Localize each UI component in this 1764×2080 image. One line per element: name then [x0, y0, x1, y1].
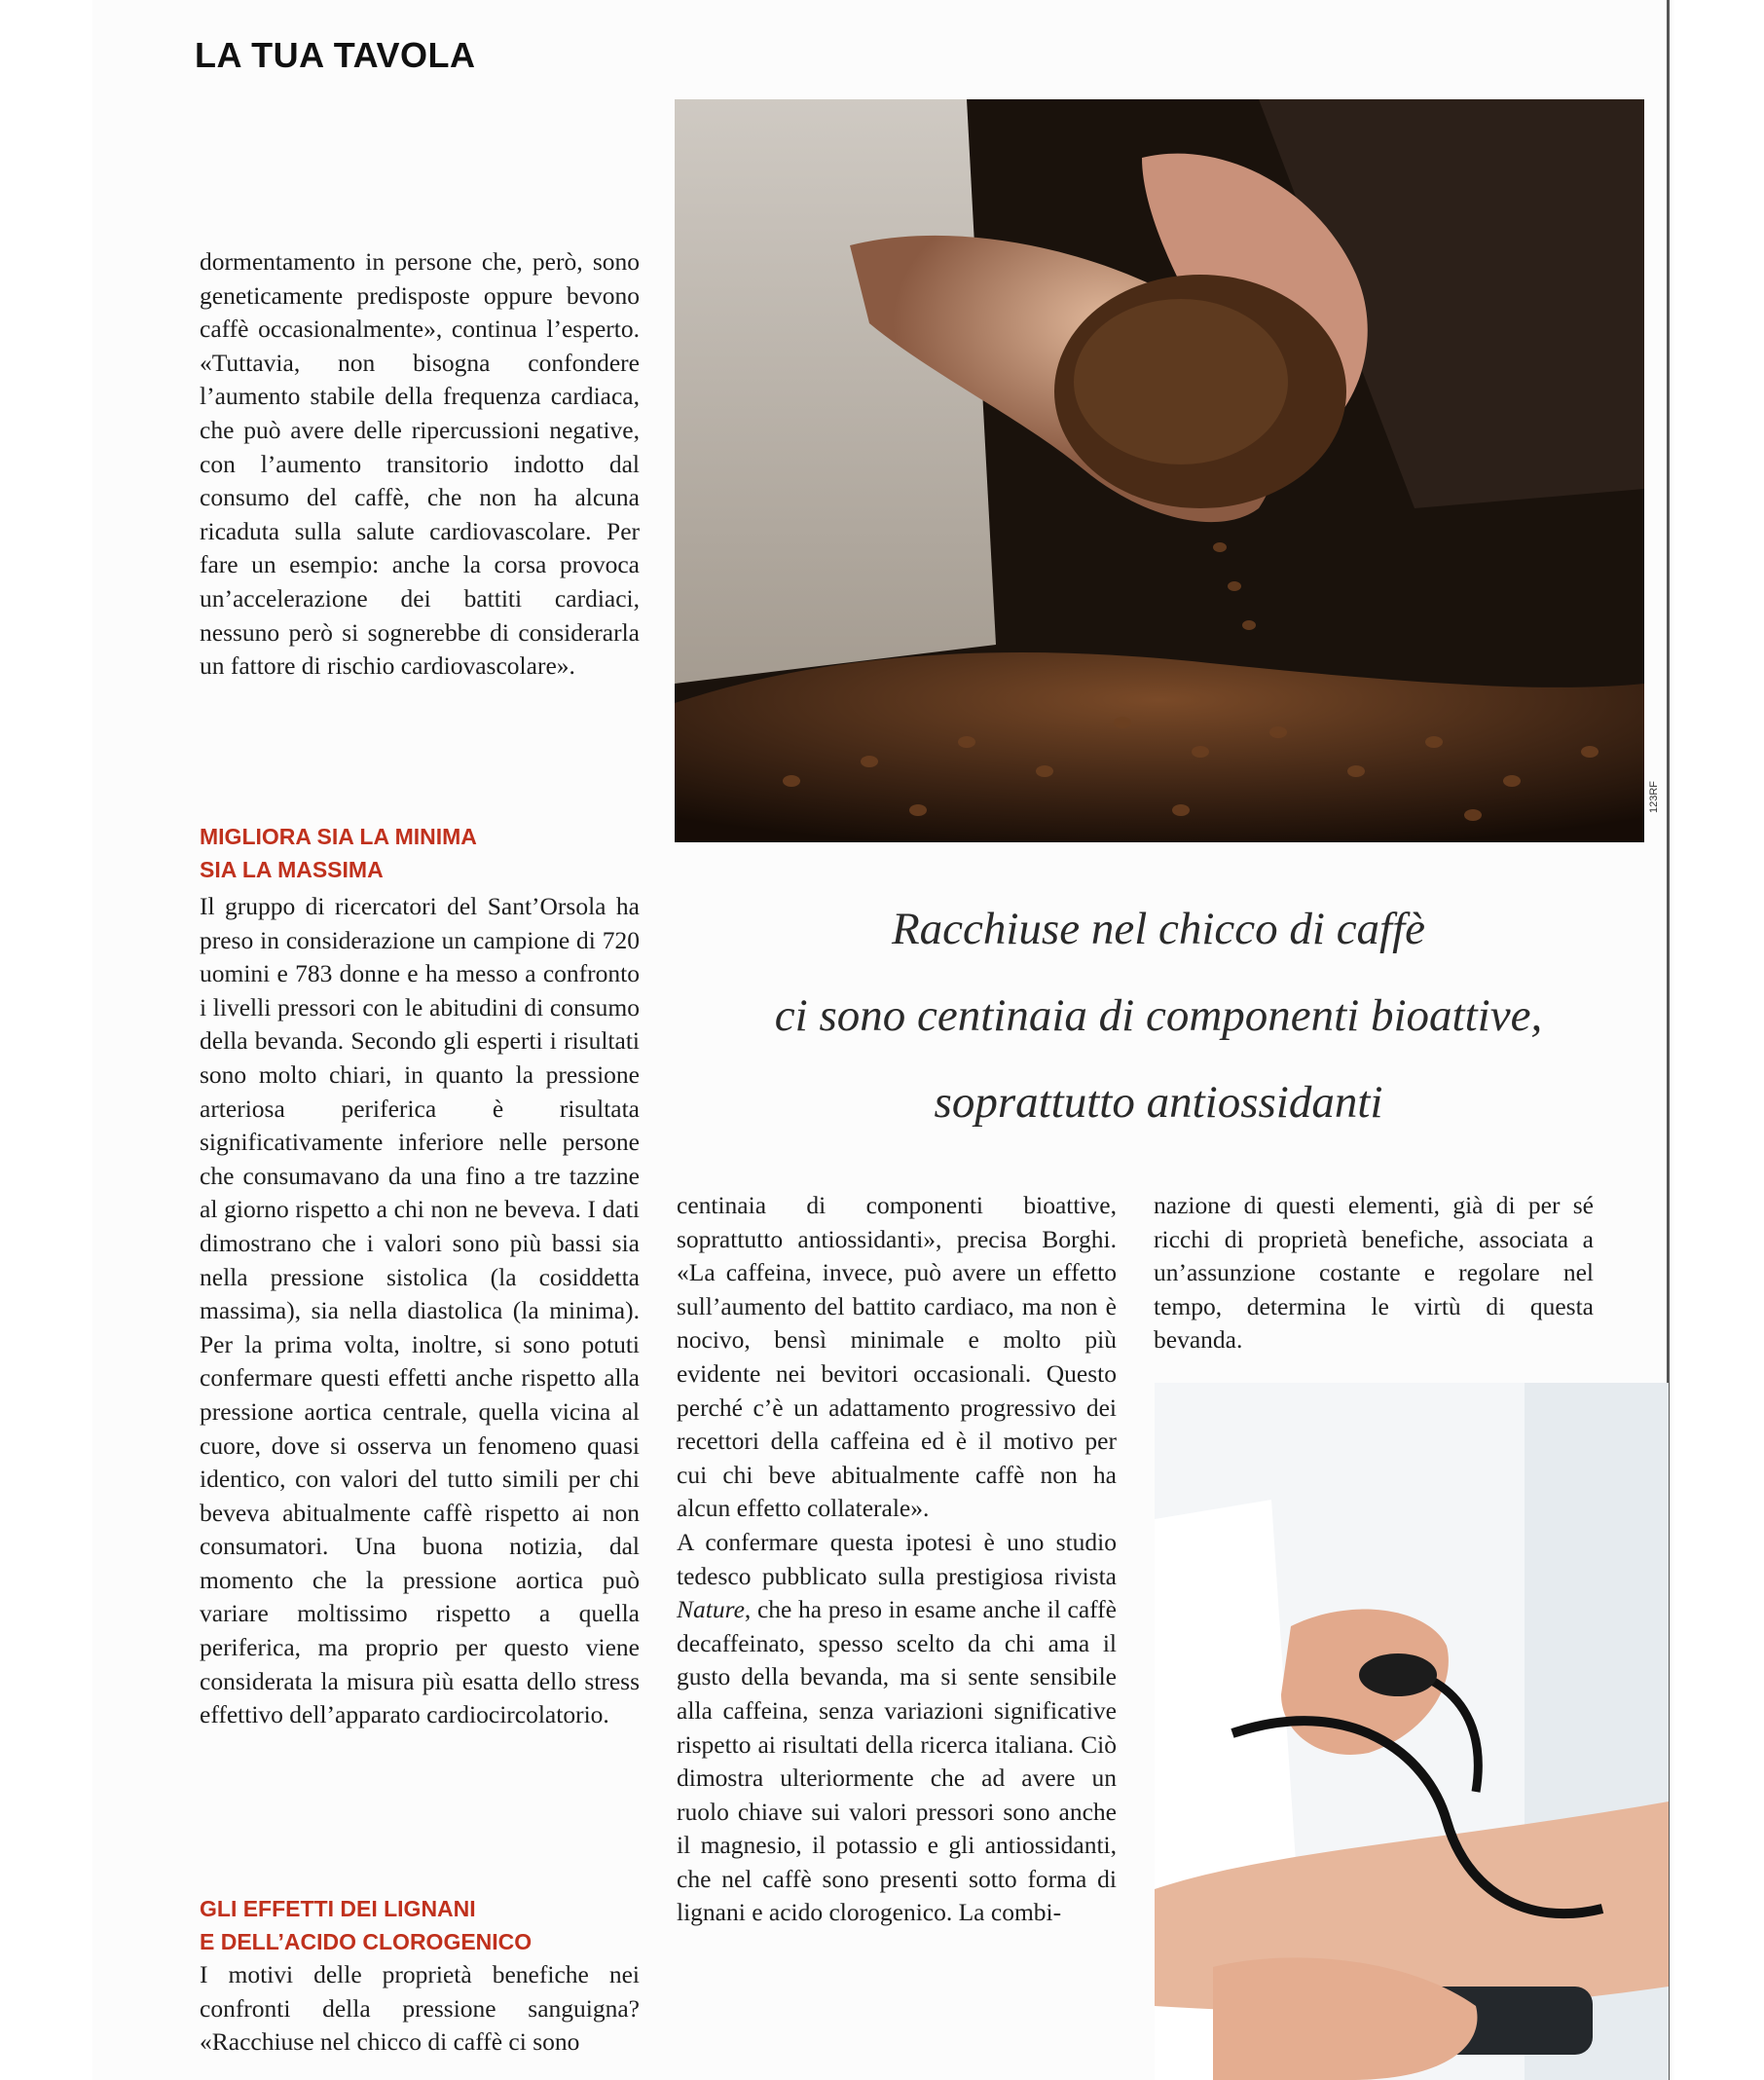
- body-text-column1-mid: Il gruppo di ricercatori del Sant’Orsola ha preso in considerazione un campione di 720 uomini e 783 donne e ha messo a confronto i livelli pressori con le abitudini di consumo della bevanda. Secondo gli esperti i risultati sono molto chiari, in quanto la pressione arteriosa periferica è risultata significativamente inferiore nelle persone che consumavano da una fino a tre tazzine al giorno rispetto a chi non ne beveva. I dati dimostrano che i valori sono più bassi sia nella pressione sistolica (la cosiddetta massima), sia nella diastolica (la minima). Per la prima volta, inoltre, si sono potuti confermare questi effetti anche rispetto alla pressione aortica centrale, quella vicina al cuore, dove si osserva un fenomeno quasi identico, con valori del tutto simili per chi beveva abitualmente caffè rispetto ai non consumatori. Una buona notizia, dal momento che la pressione aortica può variare moltissimo rispetto a quella periferica, ma proprio per questo viene considerata la misura più esatta dello stress effettivo dell’apparato cardiocircolatorio.: [200, 892, 640, 1729]
- journal-name: Nature: [677, 1595, 745, 1624]
- pull-quote: Racchiuse nel chicco di caffè ci sono centinaia di componenti bioattive, soprattutto antiossidanti: [774, 904, 1543, 1128]
- body-text-column1-bottom: I motivi delle proprietà benefiche nei confronti della pressione sanguigna? «Racchiuse nel chicco di caffè ci sono: [200, 1960, 640, 2057]
- column2-paragraph-b: A confermare questa ipotesi è uno studio tedesco pubblicato sulla prestigiosa rivista Nature, che ha preso in esame anche il caffè decaffeinato, spesso scelto da chi ama il gusto della bevanda, ma si sente sensibile alla caffeina, senza variazioni significative rispetto ai risultati della ricerca italiana. Ciò dimostra ulteriormente che ad avere un ruolo chiave sui valori pressori sono anche il magnesio, il potassio e gli antiossidanti, che nel caffè sono presenti sotto forma di lignani e acido clorogenico. La combi-: [677, 1527, 1117, 1927]
- coffee-beans-photo: [675, 99, 1644, 842]
- subheading-migliora: MIGLIORA SIA LA MINIMA SIA LA MASSIMA: [200, 824, 477, 882]
- section-label: LA TUA TAVOLA: [195, 35, 476, 75]
- photo-credit: 123RF: [1648, 780, 1660, 813]
- body-text-column2: [677, 1189, 1117, 1930]
- column2-paragraph-a: centinaia di componenti bioattive, soprattutto antiossidanti», precisa Borghi. «La caffeina, invece, può avere un effetto sull’aumento del battito cardiaco, ma non è nocivo, bensì minimale e molto più evidente nei bevitori occasionali. Questo perché c’è un adattamento progressivo dei recettori della caffeina ed è il motivo per cui chi beve abitualmente caffè non ha alcun effetto collaterale».: [677, 1191, 1117, 1523]
- subheading-lignani: GLI EFFETTI DEI LIGNANI E DELL’ACIDO CLOROGENICO: [200, 1896, 533, 1954]
- body-text-column1-top: dormentamento in persone che, però, sono geneticamente predisposte oppure bevono caffè occasionalmente», continua l’esperto. «Tuttavia, non bisogna confondere l’aumento stabile della frequenza cardiaca, che può avere delle ripercussioni negative, con l’aumento transitorio indotto dal consumo del caffè, che non ha alcuna ricaduta sulla salute cardiovascolare. Per fare un esempio: anche la corsa provoca un’accelerazione dei battiti cardiaci, nessuno però si sognerebbe di considerarla un fattore di rischio cardiovascolare».: [200, 247, 640, 681]
- body-text-column3: nazione di questi elementi, già di per sé ricchi di proprietà benefiche, associata a un’assunzione costante e regolare nel tempo, determina le virtù di questa bevanda.: [1154, 1191, 1594, 1355]
- blood-pressure-photo: [1155, 1383, 1669, 2080]
